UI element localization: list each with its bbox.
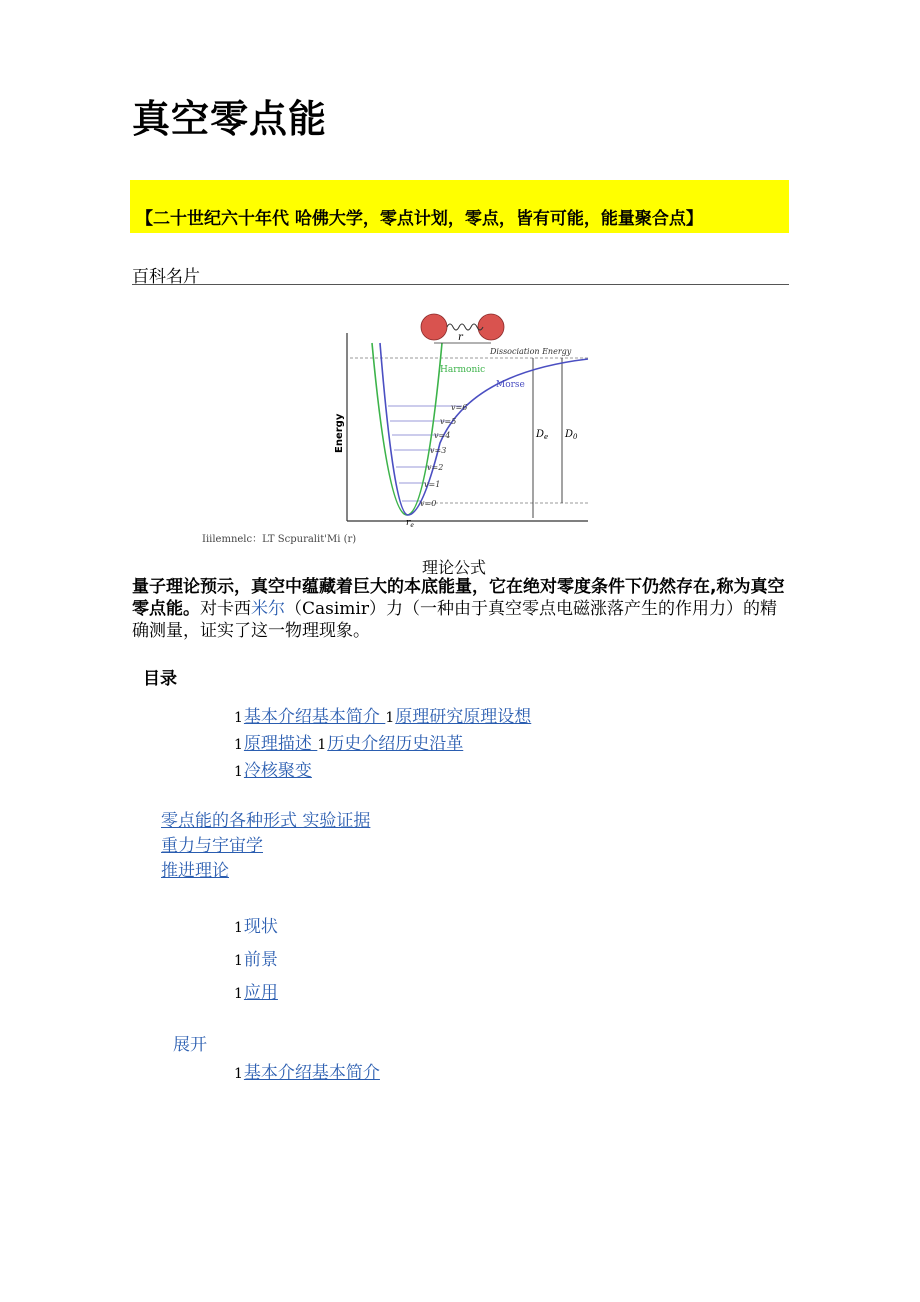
toc-row-1: 1基本介绍基本简介 1原理研究原理设想 [234, 707, 532, 727]
svg-text:v=6: v=6 [451, 403, 468, 412]
toc-link-principle-research[interactable]: 原理研究原理设想 [395, 707, 532, 727]
toc-link-history[interactable]: 历史介绍历史沿革 [327, 734, 464, 754]
svg-text:v=1: v=1 [424, 480, 441, 489]
toc-link-forms[interactable]: 零点能的各种形式 实验证据 [161, 811, 371, 831]
toc-sub-1 [161, 806, 370, 831]
harmonic-label: Harmonic [440, 365, 486, 375]
page-title: 真空零点能 [132, 97, 328, 141]
toc-link-principle-desc[interactable]: 原理描述 [243, 734, 318, 754]
atom-right [478, 314, 504, 340]
toc-heading: 目录 [143, 669, 177, 689]
atom-left [421, 314, 447, 340]
link-casimir[interactable]: 米尔 [251, 599, 285, 619]
highlight-banner [130, 180, 789, 233]
svg-text:v=3: v=3 [430, 446, 447, 455]
toc-sub-3 [161, 856, 229, 881]
r-label: r [458, 332, 463, 343]
toc-link-prospects[interactable]: 前景 [243, 950, 278, 970]
dissociation-label: Dissociation Energy [490, 347, 572, 356]
figure-small-caption: Iiilemnelc：LT Scpuralit'Mi (r) [202, 534, 357, 545]
intro-text-2: （Casimir）力（一种由于真空零点电磁涨落产生的作用力）的精确测量，证实了这一物理现象。 [132, 599, 777, 641]
toc-row-7: 1基本介绍基本简介 [234, 1063, 380, 1083]
svg-text:v=4: v=4 [434, 431, 451, 440]
toc-row-3: 1冷核聚变 [234, 761, 312, 781]
intro-bold: 量子理论预示，真空中蕴藏着巨大的本底能量，它在绝对零度条件下仍然存在,称为真空零点能。 [132, 577, 785, 619]
toc-link-basic-intro[interactable]: 基本介绍基本简介 [243, 707, 386, 727]
svg-text:v=5: v=5 [440, 417, 457, 426]
d0-label: $D_0$ [565, 429, 578, 441]
toc-link-basic-intro-2[interactable]: 基本介绍基本简介 [243, 1063, 380, 1083]
toc-link-gravity[interactable]: 重力与宇宙学 [161, 836, 263, 856]
intro-paragraph [132, 576, 792, 642]
energy-axis-label: Energy [334, 413, 345, 453]
figure-caption: 理论公式 [422, 558, 487, 577]
toc-expand[interactable]: 展开 [173, 1035, 207, 1055]
potential-energy-figure [330, 303, 592, 531]
toc-row-6: 1应用 [234, 983, 278, 1003]
toc-link-application[interactable]: 应用 [243, 983, 278, 1003]
re-label: $r_e$ [406, 518, 414, 529]
toc-row-2: 1原理描述 1历史介绍历史沿革 [234, 734, 464, 754]
toc-row-4: 1现状 [234, 917, 278, 937]
toc-link-cold-fusion[interactable]: 冷核聚变 [243, 761, 312, 781]
toc-row-5: 1前景 [234, 950, 278, 970]
toc-sub-2 [161, 831, 263, 856]
de-label: $D_e$ [536, 429, 549, 441]
section-divider [132, 284, 789, 285]
svg-text:v=2: v=2 [427, 463, 444, 472]
toc-link-propulsion[interactable]: 推进理论 [161, 861, 229, 881]
section-label: 百科名片 [132, 267, 200, 287]
morse-label: Morse [496, 380, 525, 390]
toc-link-status[interactable]: 现状 [243, 917, 278, 937]
svg-text:v=0: v=0 [420, 499, 437, 508]
intro-text: 对卡西 [200, 599, 251, 619]
banner-text: 【二十世纪六十年代 哈佛大学，零点计划，零点，皆有可能，能量聚合点】 [136, 209, 703, 229]
level-labels [420, 403, 467, 508]
